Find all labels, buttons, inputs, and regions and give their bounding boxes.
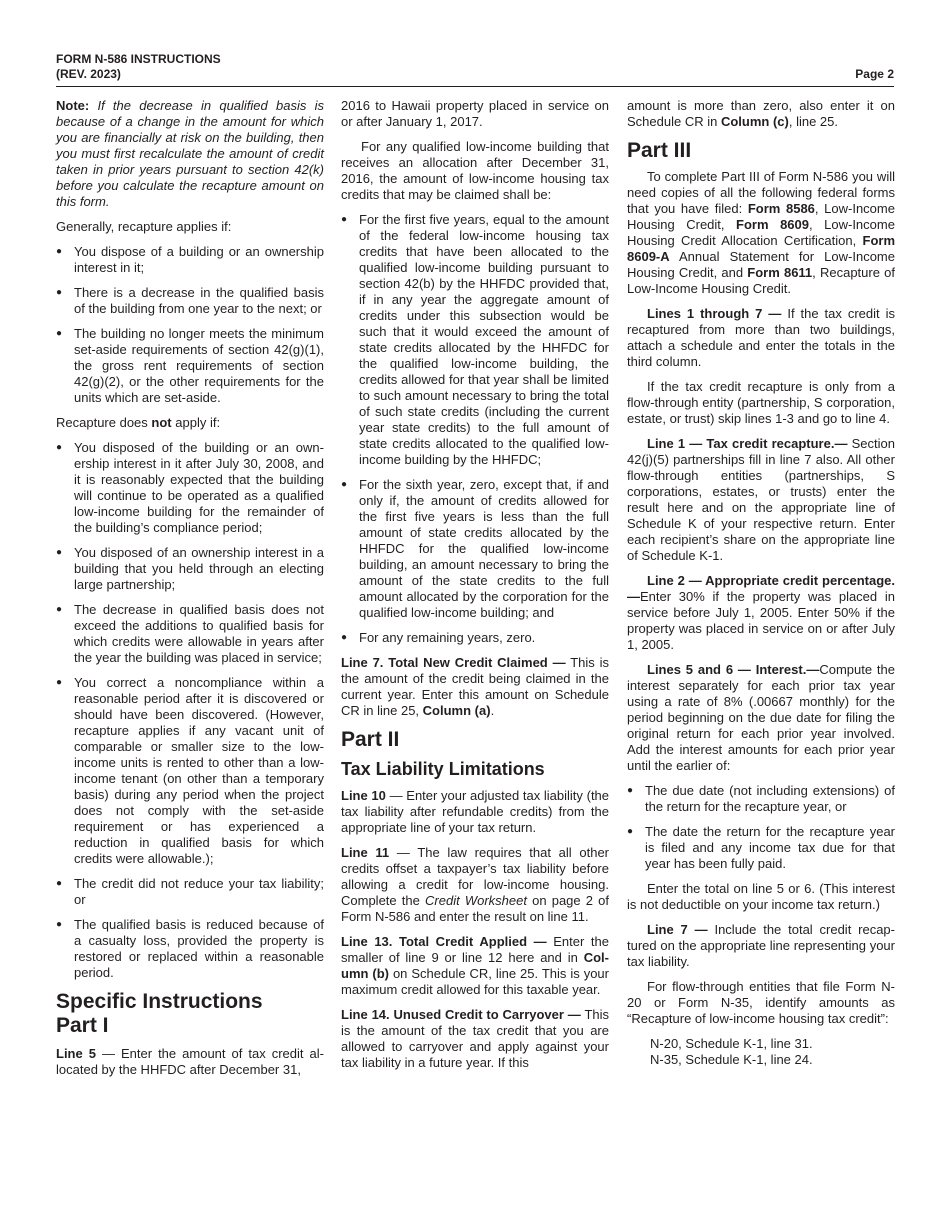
line2-paragraph	[627, 573, 895, 653]
text-run: Annual Statement for Low-Income Housing Credit, and	[627, 249, 895, 280]
line-text: on page 2 of Form N-586 and enter the result on line 11.	[341, 893, 609, 924]
form-name: FORM N-586 INSTRUCTIONS	[56, 52, 221, 66]
line14-paragraph	[341, 1007, 609, 1071]
heading-line: Specific Instructions	[56, 990, 263, 1013]
line-label: Line 1 — Tax credit recapture.—	[647, 436, 848, 451]
list-item: ● The credit did not reduce your tax liability; or	[56, 876, 324, 908]
page-header	[56, 52, 894, 87]
list-item: ● For any remaining years, zero.	[341, 630, 609, 646]
column-2	[341, 98, 609, 1080]
line5-paragraph	[56, 1046, 324, 1078]
part3-intro-paragraph	[627, 169, 895, 297]
list-item: ● You dispose of a building or an ownership interest in it;	[56, 244, 324, 276]
column-ref: Column (a)	[422, 703, 491, 718]
line-text: — Enter the amount of tax credit allocated by the HHFDC after December 31,	[56, 1046, 324, 1077]
text-run: To complete Part III of Form N-586 you will need copies of all the following federal forms that you have filed:	[627, 169, 895, 216]
list-item: ● There is a decrease in the qualified basis of the building from one year to the next; or	[56, 285, 324, 317]
line-text: — Enter your adjusted tax liability (the tax liability after refundable credits) from the appropriate line of your tax return.	[341, 788, 610, 835]
line-label: Line 2 — Appropriate credit percentage.—	[627, 573, 895, 604]
list-item: ● You correct a noncompliance within a reasonable period after it is discovered or should have been discovered. (However, recapture applies if any vacant unit of comparable or smaller size to the low-income units is rented to other than a low-income tenant (on other than a temporary basis) during any period when the project does not comply with the set-aside requirement or has experienced a reduction in qualified basis for which credits were allowable.);	[56, 675, 324, 867]
qualified-building-paragraph: For any qualified low-income building that receives an allocation after December 31, 2016, the amount of low-income housing tax credits that may be claimed shall be:	[341, 139, 609, 202]
continuation-paragraph: 2016 to Hawaii property placed in service on or after January 1, 2017.	[341, 98, 609, 129]
line-label: Line 7 —	[647, 922, 708, 937]
line-label: Line 14. Unused Credit to Carryover —	[341, 1007, 581, 1022]
recapture-not-list	[56, 440, 324, 981]
line-label: Lines 1 through 7 —	[647, 306, 782, 321]
line-text: Enter 30% if the property was placed in service before July 1, 2005. Enter 50% if the property was placed in service on or after July 1, 2005.	[627, 589, 895, 652]
note-paragraph	[56, 98, 324, 210]
tax-liability-heading: Tax Liability Limitations	[341, 759, 545, 779]
interest-period-list	[627, 783, 895, 872]
schedule-line: N-20, Schedule K-1, line 31.	[650, 1036, 813, 1051]
text-run: , Low-Income Housing Credit,	[627, 201, 895, 232]
line7-paragraph	[627, 922, 895, 970]
list-item: ● For the first five years, equal to the amount of the federal low-income housing tax credits that have been allocated to the qualified low-income building pursuant to section 42(b) by the HHFDC provided that, if in any year the aggregate amount of credits under this subsection would be such that it would exceed the amount of state credits allocated by the HHFDC for the qualified low-income building, the credits allowed for that year shall be limited to such amount necessary to bring the total of such state credits (including the current year state credits) to the full amount of state credits allocated to the qualified low-income building by the HHFDC;	[341, 212, 609, 468]
line-text: If the tax credit is recaptured from more than two buildings, attach a schedule and enter the totals in the third column.	[627, 306, 895, 369]
continuation-paragraph	[627, 98, 895, 130]
line-label: Lines 5 and 6 — Interest.—	[647, 662, 820, 677]
text-run: , Recapture of Low-Income Housing Credit.	[627, 265, 895, 296]
note-label: Note:	[56, 98, 90, 113]
line-label: Line 13. Total Credit Applied —	[341, 934, 547, 949]
column-ref: Column (b)	[341, 950, 609, 981]
list-item: ● The date the return for the recapture year is filed and any income tax due for that year has been fully paid.	[627, 824, 895, 872]
list-item: ● The decrease in qualified basis does not exceed the additions to qualified basis for which credits were allowable in years after the year the building was placed in service;	[56, 602, 324, 666]
column-ref: Column (c)	[720, 114, 789, 129]
flow-through-paragraph: If the tax credit recapture is only from a flow-through entity (partnership, S corporation, estate, or trust) skip lines 1-3 and go to line 4.	[627, 379, 895, 426]
line-text: Include the total credit recaptured on the appropriate line representing your tax liability.	[627, 922, 895, 969]
text-run: Recapture does	[56, 415, 148, 430]
flow-forms-paragraph: For flow-through entities that file Form N-20 or Form N-35, identify amounts as “Recapture of low-income housing tax credit”:	[627, 979, 895, 1026]
column-3	[627, 98, 895, 1068]
list-item: ● The due date (not including extensions) of the return for the recapture year, or	[627, 783, 895, 815]
enter-total-paragraph: Enter the total on line 5 or 6. (This interest is not deductible on your income tax return.)	[627, 881, 895, 912]
line-text: Compute the interest separately for each prior tax year using a rate of 8% (.00667 monthly) for the period beginning on the due date for filing the original return for each prior year involved. Add the interest amounts for each prior year until the earlier of:	[627, 662, 895, 773]
form-ref: Form 8586	[747, 201, 815, 216]
line-text: Section 42(j)(5) partnerships fill in line 7 also. All other flow-through entities (partnerships, S corporations, estates, or trusts) enter the result here and on the appropriate line of Schedule K of your respective return. Enter each recipient’s share on the appropriate line of Schedule K-1.	[627, 436, 895, 563]
note-text: If the decrease in qualified basis is because of a change in the amount for which you are financially at risk on the building, then you must first recalculate the amount of credit taken in prior years pursuant to section 42(k) before you calculate the recapture amount on this form.	[56, 98, 324, 209]
line7-paragraph	[341, 655, 609, 719]
credit-years-list	[341, 212, 609, 646]
line-text: This is the amount of the tax credit that you are allowed to carryover and apply against your tax liability in a future year. If this	[341, 1007, 609, 1070]
part2-heading: Part II	[341, 728, 400, 751]
heading-line: Part I	[56, 1014, 109, 1037]
line-text: This is the amount of the credit being claimed in the current year. Enter this amount on Schedule CR in line 25,	[341, 655, 609, 718]
line-label: Line 7. Total New Credit Claimed —	[341, 655, 566, 670]
text-run: apply if:	[175, 415, 221, 430]
line13-paragraph	[341, 934, 609, 998]
recapture-not-paragraph	[56, 415, 324, 431]
list-item: ● The qualified basis is reduced because of a casualty loss, provided the property is restored or replaced within a reasonable period.	[56, 917, 324, 981]
line-label: Line 5	[56, 1046, 96, 1061]
line-text: on Schedule CR, line 25. This is your maximum credit allowed for this taxable year.	[341, 966, 609, 997]
page-number: Page 2	[855, 67, 894, 81]
recapture-applies-list	[56, 244, 324, 406]
lines5-6-paragraph	[627, 662, 895, 774]
list-item: ● You disposed of the building or an ownership interest in it after July 30, 2008, and it is reasonably expected that the building will continue to be operated as a qualified low-income building for the remainder of the building’s compliance period;	[56, 440, 324, 536]
worksheet-ref: Credit Worksheet	[425, 893, 527, 908]
lines1-7-paragraph	[627, 306, 895, 370]
list-item: ● For the sixth year, zero, except that, if and only if, the amount of credits allowed for the first five years is less than the full amount of state credits allocated by the HHFDC for the qualified low-income building, an amount necessary to bring the amount of the state credits to the full amount allocated by the corporation for the qualified low-income building; and	[341, 477, 609, 621]
line1-paragraph	[627, 436, 895, 564]
form-ref: Form 8609	[736, 217, 809, 232]
form-ref: Form 8609-A	[627, 233, 895, 264]
line-text: amount is more than zero, also enter it on Schedule CR in	[627, 98, 895, 129]
column-1	[56, 98, 324, 1087]
specific-instructions-heading	[56, 990, 324, 1038]
form-revision: (REV. 2023)	[56, 67, 121, 81]
text-run: , Low-Income Housing Credit Allocation Certification,	[627, 217, 895, 248]
list-item: ● The building no longer meets the minimum set-aside requirements of section 42(g)(1), the gross rent requirements of section 42(g)(2), or the other requirements for the units which are set-aside.	[56, 326, 324, 406]
schedule-line: N-35, Schedule K-1, line 24.	[650, 1052, 813, 1067]
form-ref: Form 8611	[747, 265, 813, 280]
part3-heading: Part III	[627, 139, 692, 162]
line-text: , line 25.	[788, 114, 838, 129]
line-label: Line 10	[341, 788, 386, 803]
line-text: .	[490, 703, 495, 718]
not-emphasis: not	[151, 415, 172, 430]
form-title	[56, 52, 221, 82]
line-text: — The law requires that all other credits offset a taxpayer’s tax liability before allowing a credit for low-income housing. Complete the	[341, 845, 609, 908]
line-label: Line 11	[341, 845, 390, 860]
line10-paragraph	[341, 788, 609, 836]
line-text: Enter the smaller of line 9 or line 12 here and in	[341, 934, 609, 965]
list-item: ● You disposed of an ownership interest in a building that you held through an electing large partnership;	[56, 545, 324, 593]
line11-paragraph	[341, 845, 609, 925]
generally-paragraph: Generally, recapture applies if:	[56, 219, 232, 234]
schedule-k1-lines	[627, 1036, 895, 1068]
